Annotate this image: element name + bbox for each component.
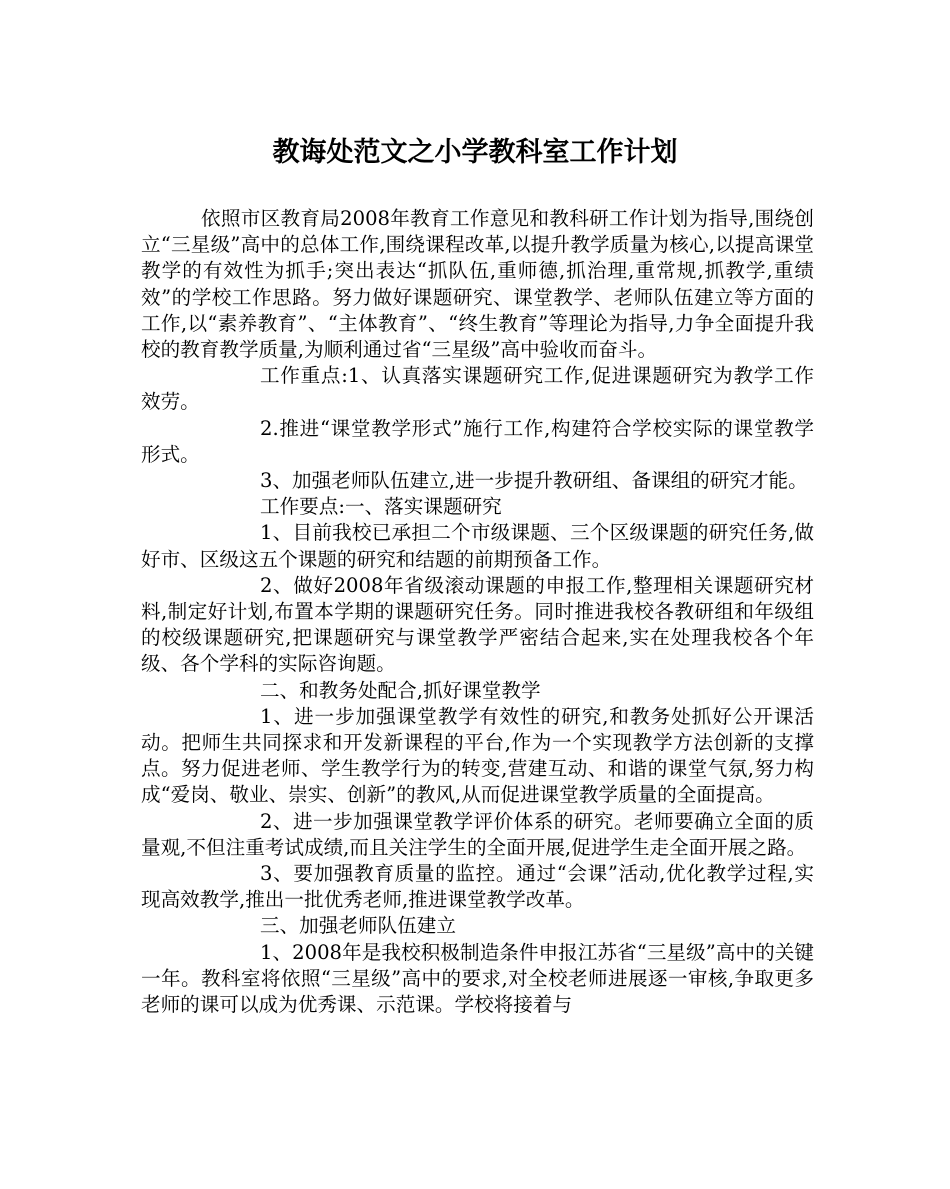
document-title: 教诲处范文之小学教科室工作计划 <box>272 137 678 168</box>
section-heading-2: 二、和教务处配合,抓好课堂教学 <box>260 678 541 702</box>
paragraph-1-1: 1、目前我校已承担二个市级课题、三个区级课题的研究任务,做好市、区级这五个课题的研究和结题的前期预备工作。 <box>141 521 814 571</box>
paragraph-2-2: 2、进一步加强课堂教学评价体系的研究。老师要确立全面的质量观,不但注重考试成绩,而且关注学生的全面开展,促进学生走全面开展之路。 <box>141 809 814 859</box>
paragraph-focus-2: 2.推进“课堂教学形式”施行工作,构建符合学校实际的课堂教学形式。 <box>141 416 814 466</box>
paragraph-intro: 依照市区教育局2008年教育工作意见和教科研工作计划为指导,围绕创立“三星级”高中的总体工作,围绕课程改革,以提升教学质量为核心,以提高课堂教学的有效性为抓手;突出表达“抓队伍,重师德,抓治理,重常规,抓教学,重绩效”的学校工作思路。努力做好课题研究、课堂教学、老师队伍建立等方面的工作,以“素养教育”、“主体教育”、“终生教育”等理论为指导,力争全面提升我校的教育教学质量,为顺利通过省“三星级”高中验收而奋斗。 <box>141 207 814 362</box>
paragraph-work-focus: 工作重点:1、认真落实课题研究工作,促进课题研究为教学工作效劳。 <box>141 364 814 414</box>
paragraph-focus-3: 3、加强老师队伍建立,进一步提升教研组、备课组的研究才能。 <box>260 469 808 493</box>
section-heading-1: 工作要点:一、落实课题研究 <box>260 495 502 519</box>
paragraph-2-1: 1、进一步加强课堂教学有效性的研究,和教务处抓好公开课活动。把师生共同探求和开发新课程的平台,作为一个实现教学方法创新的支撑点。努力促进老师、学生教学行为的转变,营建互动、和谐的课堂气氛,努力构成“爱岗、敬业、崇实、创新”的教风,从而促进课堂教学质量的全面提高。 <box>141 704 814 807</box>
paragraph-3-1: 1、2008年是我校积极制造条件申报江苏省“三星级”高中的关键一年。教科室将依照“三星级”高中的要求,对全校老师进展逐一审核,争取更多老师的课可以成为优秀课、示范课。学校将接着与 <box>141 940 814 1017</box>
document-body <box>141 206 814 1018</box>
paragraph-1-2: 2、做好2008年省级滚动课题的申报工作,整理相关课题研究材料,制定好计划,布置本学期的课题研究任务。同时推进我校各教研组和年级组的校级课题研究,把课题研究与课堂教学严密结合起来,实在处理我校各个年级、各个学科的实际咨询题。 <box>141 573 814 676</box>
paragraph-2-3: 3、要加强教育质量的监控。通过“会课”活动,优化教学过程,实现高效教学,推出一批优秀老师,推进课堂教学改革。 <box>141 862 814 912</box>
section-heading-3: 三、加强老师队伍建立 <box>260 914 456 938</box>
